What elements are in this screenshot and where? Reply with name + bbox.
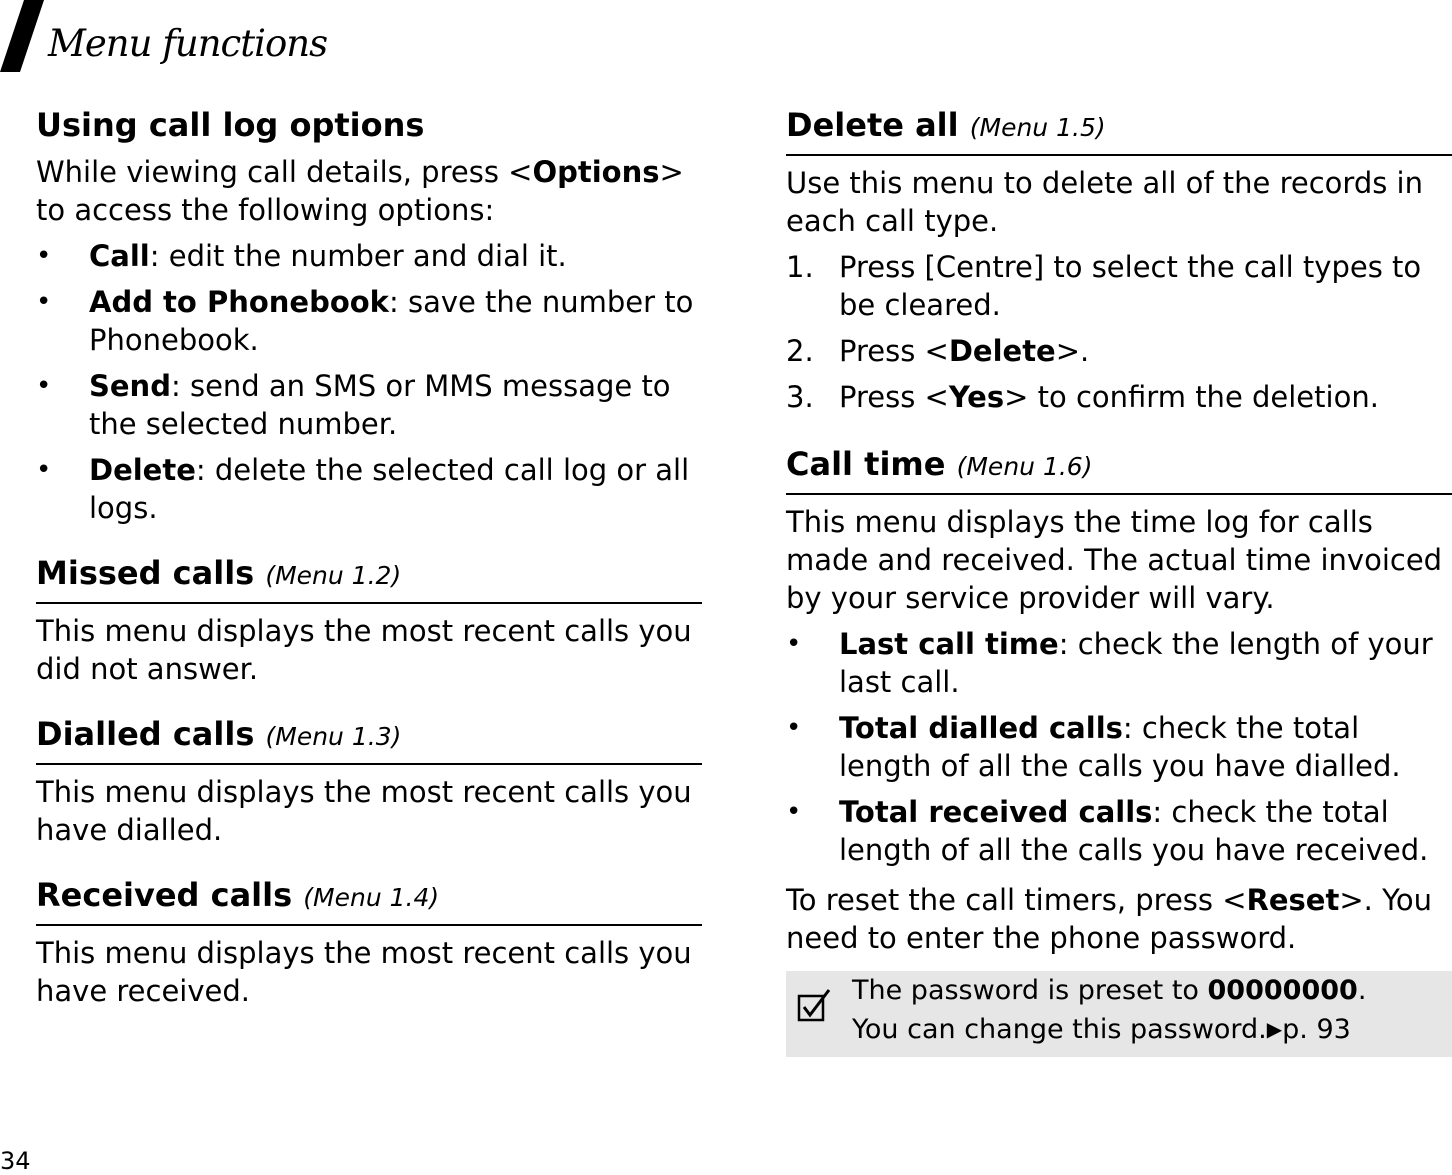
dialled-calls-section	[36, 714, 702, 849]
list-item: • Total dialled calls: check the total length of all the calls you have dialled.	[786, 711, 1401, 783]
left-column	[36, 105, 702, 1010]
received-calls-heading: Received calls (Menu 1.4)	[36, 875, 702, 926]
list-item: 1. Press [Centre] to select the call types to be cleared.	[786, 250, 1422, 322]
options-key: Options	[532, 155, 660, 189]
call-log-intro: While viewing call details, press <Options> to access the following options:	[36, 155, 684, 227]
right-column	[786, 105, 1452, 1057]
list-item: • Add to Phonebook: save the number to Phonebook.	[36, 285, 694, 357]
list-item: • Send: send an SMS or MMS message to the selected number.	[36, 369, 671, 441]
call-log-options-list	[36, 237, 702, 527]
bullet-icon: •	[36, 287, 52, 317]
default-password: 00000000	[1207, 975, 1358, 1006]
call-log-options-section	[36, 105, 702, 527]
list-item: • Last call time: check the length of your last call.	[786, 627, 1433, 699]
missed-calls-text: This menu displays the most recent calls you did not answer.	[36, 614, 692, 686]
bullet-icon: •	[786, 629, 802, 659]
bullet-icon: •	[786, 797, 802, 827]
list-item: 2. Press <Delete>.	[786, 334, 1090, 368]
delete-all-steps	[786, 248, 1452, 416]
page-reference: p. 93	[1282, 1014, 1351, 1045]
list-item: 3. Press <Yes> to confirm the deletion.	[786, 380, 1379, 414]
bullet-icon: •	[36, 241, 52, 271]
bullet-icon: •	[786, 713, 802, 743]
received-calls-text: This menu displays the most recent calls you have received.	[36, 936, 692, 1008]
page-number: 34	[0, 1147, 31, 1175]
page-ref-arrow-icon: ▶	[1266, 1017, 1283, 1041]
call-time-list	[786, 625, 1452, 869]
checkbox-note-icon	[796, 987, 832, 1027]
delete-all-text: Use this menu to delete all of the records in each call type.	[786, 166, 1423, 238]
delete-all-section	[786, 105, 1452, 416]
header-accent-bar	[0, 0, 44, 72]
call-time-section	[786, 444, 1452, 957]
password-note	[786, 971, 1452, 1057]
reset-timers-text: To reset the call timers, press <Reset>. You need to enter the phone password.	[786, 883, 1433, 955]
list-item: • Total received calls: check the total length of all the calls you have received.	[786, 795, 1429, 867]
note-text: The password is preset to 00000000. You can change this password.▶p. 93	[852, 975, 1367, 1045]
call-time-heading: Call time (Menu 1.6)	[786, 444, 1452, 495]
missed-calls-section	[36, 553, 702, 688]
list-item: • Call: edit the number and dial it.	[36, 239, 567, 273]
received-calls-section	[36, 875, 702, 1010]
dialled-calls-text: This menu displays the most recent calls you have dialled.	[36, 775, 692, 847]
call-time-text: This menu displays the time log for calls made and received. The actual time invoiced by your service provider will vary.	[786, 505, 1443, 615]
missed-calls-heading: Missed calls (Menu 1.2)	[36, 553, 702, 604]
dialled-calls-heading: Dialled calls (Menu 1.3)	[36, 714, 702, 765]
delete-all-heading: Delete all (Menu 1.5)	[786, 105, 1452, 156]
bullet-icon: •	[36, 371, 52, 401]
call-log-options-heading: Using call log options	[36, 106, 425, 144]
list-item: • Delete: delete the selected call log or all logs.	[36, 453, 690, 525]
bullet-icon: •	[36, 455, 52, 485]
page-header-title: Menu functions	[48, 22, 328, 65]
